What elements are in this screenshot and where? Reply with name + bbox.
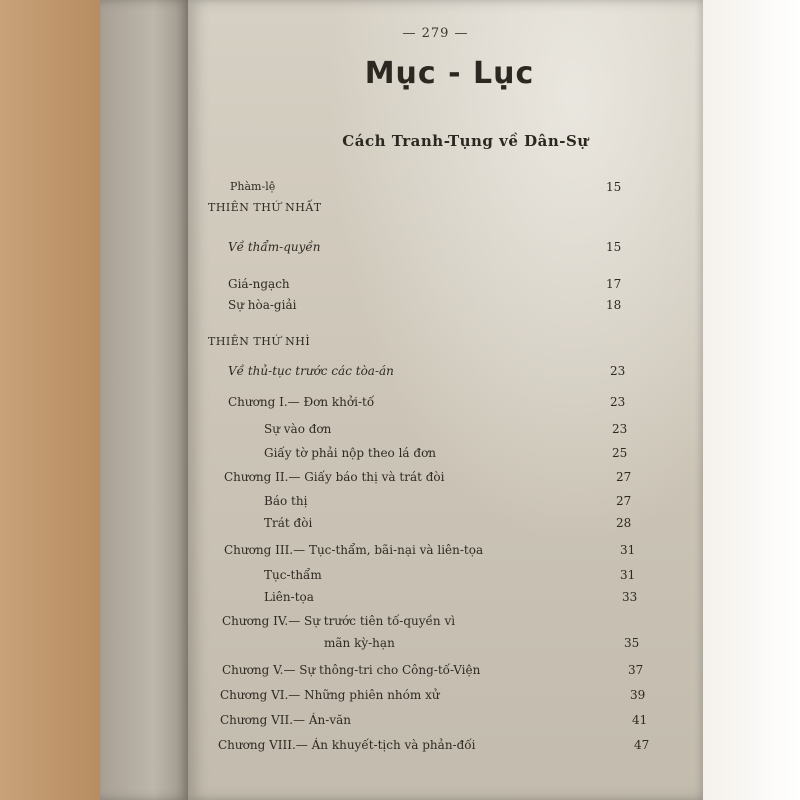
toc-entry-label: Trát đòi xyxy=(264,516,313,530)
toc-entry xyxy=(188,738,703,760)
toc-entry xyxy=(188,240,703,262)
toc-entry xyxy=(188,663,703,685)
toc-entry-page: 18 xyxy=(606,298,622,312)
table-surface xyxy=(0,0,110,800)
background-right xyxy=(700,0,800,800)
toc-entry-label: THIÊN THỨ NHÌ xyxy=(208,335,311,348)
toc-entry-label: Phàm-lệ xyxy=(230,180,276,193)
toc-entry xyxy=(188,590,703,612)
toc-part-heading xyxy=(188,335,703,357)
toc-entry-page: 33 xyxy=(622,590,638,604)
toc-entry-page: 23 xyxy=(610,395,626,409)
toc-entry xyxy=(188,713,703,735)
toc-entry-label: Chương IV.— Sự trước tiên tố-quyền vì xyxy=(222,614,456,628)
book-page xyxy=(188,0,703,800)
toc-entry xyxy=(188,614,703,636)
toc-entry-label: mãn kỳ-hạn xyxy=(324,636,395,650)
toc-entry xyxy=(188,277,703,299)
toc-entry-page: 23 xyxy=(612,422,628,436)
toc-entry-label: Chương VIII.— Án khuyết-tịch và phản-đối xyxy=(218,738,476,752)
toc-entry-label: Chương I.— Đơn khởi-tố xyxy=(228,395,375,409)
left-page-edge xyxy=(100,0,190,800)
toc-entry-page: 39 xyxy=(630,688,646,702)
toc-entry-label: Chương VII.— Án-văn xyxy=(220,713,351,727)
toc-entry-page: 47 xyxy=(634,738,650,752)
toc-entry-page: 15 xyxy=(606,180,622,194)
toc-entry xyxy=(188,180,703,202)
toc-entry xyxy=(188,422,703,444)
toc-entry-label: Chương V.— Sự thông-tri cho Công-tố-Viện xyxy=(222,663,481,677)
toc-entry-page: 41 xyxy=(632,713,648,727)
section-subtitle: Cách Tranh-Tụng về Dân-Sự xyxy=(342,132,589,150)
toc-entry-label: Về thủ-tục trước các tòa-án xyxy=(228,364,394,378)
toc-entry-label: Sự vào đơn xyxy=(264,422,332,436)
toc-entry-label: Chương II.— Giấy báo thị và trát đòi xyxy=(224,470,445,484)
toc-entry-page: 31 xyxy=(620,543,636,557)
toc-entry-page: 35 xyxy=(624,636,640,650)
page-title: Mục - Lục xyxy=(364,56,535,91)
toc-entry-label: Sự hòa-giải xyxy=(228,298,297,312)
toc-entry xyxy=(188,395,703,417)
page-number: — 279 — xyxy=(402,26,469,41)
toc-entry xyxy=(188,688,703,710)
toc-entry-label: Tục-thẩm xyxy=(264,568,322,582)
toc-entry xyxy=(188,516,703,538)
toc-entry-label: Giấy tờ phải nộp theo lá đơn xyxy=(264,446,437,460)
toc-entry-page: 27 xyxy=(616,494,632,508)
toc-entry-label: Chương VI.— Những phiên nhóm xử xyxy=(220,688,440,702)
toc-entry-label: Về thẩm-quyền xyxy=(228,240,321,254)
toc-entry-page: 15 xyxy=(606,240,622,254)
toc-entry xyxy=(188,298,703,320)
toc-entry xyxy=(188,543,703,565)
toc-entry-label: Giá-ngạch xyxy=(228,277,290,291)
toc-entry-page: 27 xyxy=(616,470,632,484)
toc-part-heading xyxy=(188,201,703,223)
toc-entry-page: 31 xyxy=(620,568,636,582)
toc-entry xyxy=(188,636,703,658)
toc-entry-label: Liên-tọa xyxy=(264,590,314,604)
toc-entry-page: 17 xyxy=(606,277,622,291)
toc-entry-label: Báo thị xyxy=(264,494,308,508)
toc-entry-label: Chương III.— Tục-thẩm, bãi-nại và liên-tọa xyxy=(224,543,484,557)
toc-entry-page: 28 xyxy=(616,516,632,530)
toc-entry-label: THIÊN THỨ NHẤT xyxy=(208,201,322,214)
table-of-contents xyxy=(188,0,703,800)
toc-entry xyxy=(188,446,703,468)
toc-entry-page: 25 xyxy=(612,446,628,460)
toc-entry-page: 23 xyxy=(610,364,626,378)
toc-entry-page: 37 xyxy=(628,663,644,677)
toc-entry xyxy=(188,470,703,492)
toc-entry xyxy=(188,568,703,590)
toc-entry xyxy=(188,494,703,516)
toc-entry xyxy=(188,364,703,386)
